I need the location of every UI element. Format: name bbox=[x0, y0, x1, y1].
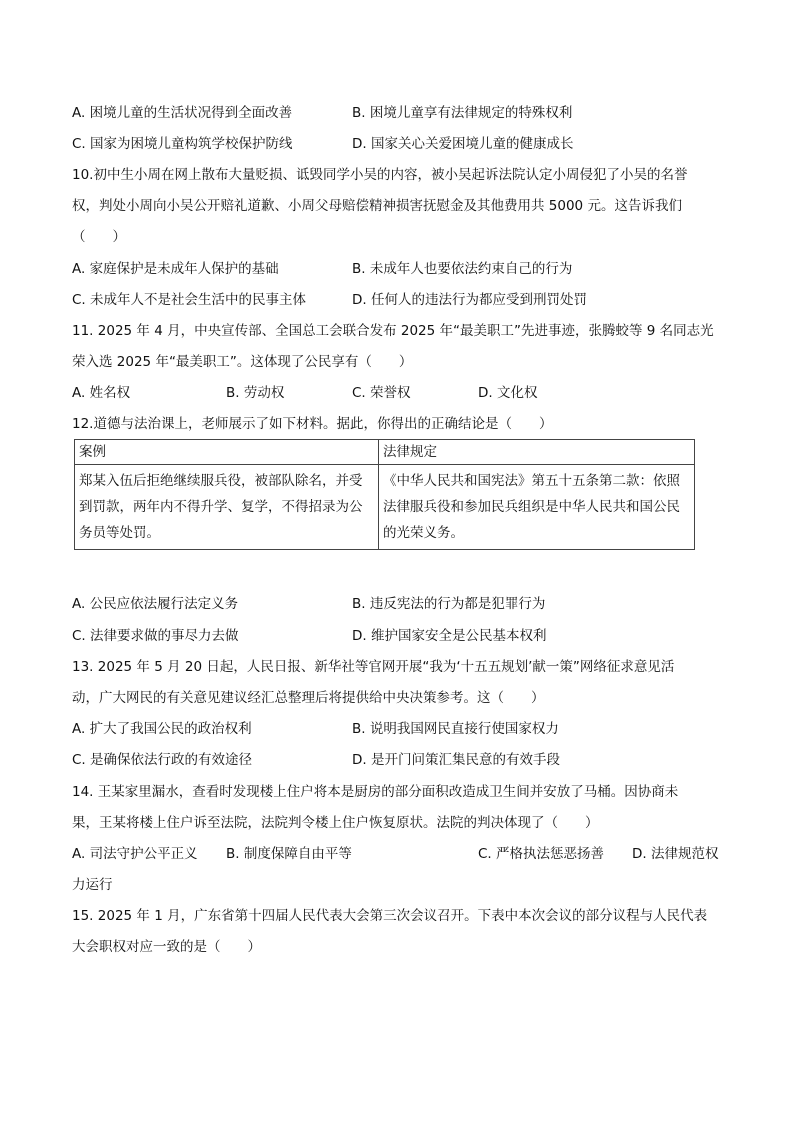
q14-option-a: A. 司法守护公平正义 bbox=[72, 846, 198, 862]
q10-stem-line2: 权，判处小周向小吴公开赔礼道歉、小周父母赔偿精神损害抚慰金及其他费用共 5000 元。这告诉我们 bbox=[72, 198, 682, 214]
q11-option-b: B. 劳动权 bbox=[226, 385, 285, 401]
q14-stem-line1: 14. 王某家里漏水，查看时发现楼上住户将本是厨房的部分面积改造成卫生间并安放了马桶。因协商未 bbox=[72, 784, 679, 800]
q10-option-b: B. 未成年人也要依法约束自己的行为 bbox=[352, 261, 573, 277]
q12-material-table bbox=[74, 439, 695, 550]
q10-stem-line1: 10.初中生小周在网上散布大量贬损、诋毁同学小吴的内容，被小吴起诉法院认定小周侵犯了小吴的名誉 bbox=[72, 167, 688, 183]
q11-stem-line2: 荣入选 2025 年“最美职工”。这体现了公民享有（ ） bbox=[72, 354, 413, 370]
table-header-row bbox=[75, 440, 695, 465]
q10-option-d: D. 任何人的违法行为都应受到刑罚处罚 bbox=[352, 292, 587, 308]
q9-option-a: A. 困境儿童的生活状况得到全面改善 bbox=[72, 105, 293, 121]
q9-option-b: B. 困境儿童享有法律规定的特殊权利 bbox=[352, 105, 573, 121]
q11-option-c: C. 荣誉权 bbox=[352, 385, 411, 401]
q12-stem: 12.道德与法治课上，老师展示了如下材料。据此，你得出的正确结论是（ ） bbox=[72, 416, 553, 432]
q11-option-d: D. 文化权 bbox=[478, 385, 538, 401]
q12-option-d: D. 维护国家安全是公民基本权利 bbox=[352, 628, 547, 644]
q15-stem-line2: 大会职权对应一致的是（ ） bbox=[72, 939, 261, 955]
q13-option-d: D. 是开门问策汇集民意的有效手段 bbox=[352, 752, 560, 768]
q14-option-d-wrap: 力运行 bbox=[72, 877, 113, 893]
table-cell-case: 郑某入伍后拒绝继续服兵役，被部队除名，并受到罚款，两年内不得升学、复学，不得招录为公务员等处罚。 bbox=[75, 465, 379, 550]
q10-option-c: C. 未成年人不是社会生活中的民事主体 bbox=[72, 292, 307, 308]
table-header-law: 法律规定 bbox=[379, 440, 695, 465]
q9-option-d: D. 国家关心关爱困境儿童的健康成长 bbox=[352, 136, 574, 152]
q15-stem-line1: 15. 2025 年 1 月，广东省第十四届人民代表大会第三次会议召开。下表中本次会议的部分议程与人民代表 bbox=[72, 908, 708, 924]
q14-option-d: D. 法律规范权 bbox=[632, 846, 719, 862]
table-header-case: 案例 bbox=[75, 440, 379, 465]
q10-option-a: A. 家庭保护是未成年人保护的基础 bbox=[72, 261, 279, 277]
q11-stem-line1: 11. 2025 年 4 月，中央宣传部、全国总工会联合发布 2025 年“最美职工”先进事迹，张腾蛟等 9 名同志光 bbox=[72, 323, 714, 339]
q13-option-b: B. 说明我国网民直接行使国家权力 bbox=[352, 721, 559, 737]
q12-option-b: B. 违反宪法的行为都是犯罪行为 bbox=[352, 596, 546, 612]
q10-answer-blank: （ ） bbox=[72, 229, 126, 245]
q9-option-c: C. 国家为困境儿童构筑学校保护防线 bbox=[72, 136, 293, 152]
q14-option-b: B. 制度保障自由平等 bbox=[226, 846, 352, 862]
q13-stem-line1: 13. 2025 年 5 月 20 日起，人民日报、新华社等官网开展“我为‘十五五规划’献一策”网络征求意见活 bbox=[72, 659, 675, 675]
q12-option-c: C. 法律要求做的事尽力去做 bbox=[72, 628, 239, 644]
table-cell-law: 《中华人民共和国宪法》第五十五条第二款：依照法律服兵役和参加民兵组织是中华人民共和国公民的光荣义务。 bbox=[379, 465, 695, 550]
q14-stem-line2: 果，王某将楼上住户诉至法院，法院判令楼上住户恢复原状。法院的判决体现了（ ） bbox=[72, 815, 599, 831]
q12-option-a: A. 公民应依法履行法定义务 bbox=[72, 596, 239, 612]
q13-stem-line2: 动，广大网民的有关意见建议经汇总整理后将提供给中央决策参考。这（ ） bbox=[72, 690, 545, 706]
q11-option-a: A. 姓名权 bbox=[72, 385, 131, 401]
q13-option-c: C. 是确保依法行政的有效途径 bbox=[72, 752, 253, 768]
table-row bbox=[75, 465, 695, 550]
q14-option-c: C. 严格执法惩恶扬善 bbox=[478, 846, 605, 862]
q13-option-a: A. 扩大了我国公民的政治权利 bbox=[72, 721, 252, 737]
